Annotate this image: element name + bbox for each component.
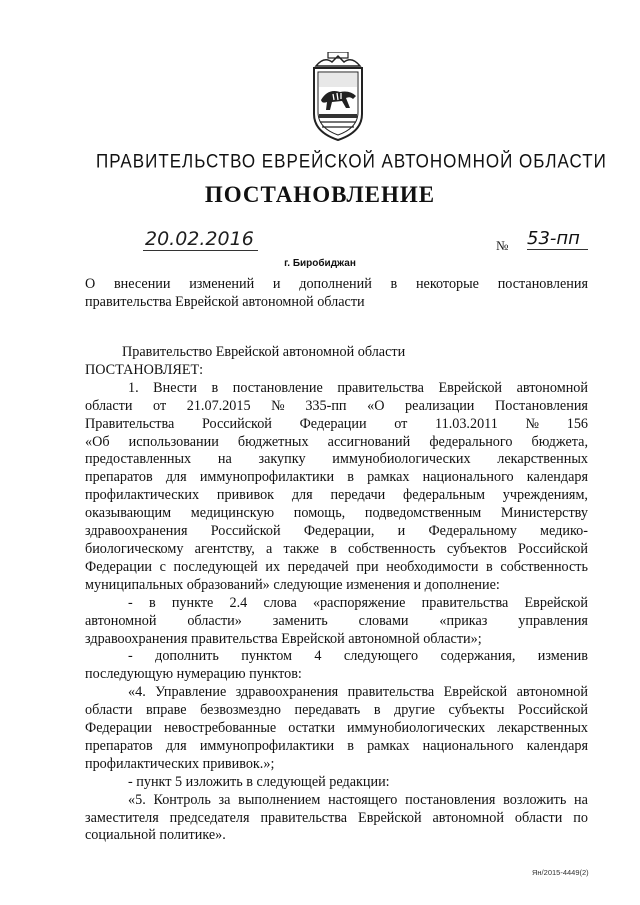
body-line: профилактических прививок.»;	[85, 755, 275, 772]
body-line: - пункт 5 изложить в следующей редакции:	[128, 773, 390, 790]
body-line: социальной политике».	[85, 827, 226, 844]
body-line: предоставленных на закупку иммунобиологических лекарственных	[85, 451, 588, 468]
body-line: биологическому агентству, а также в собственность субъектов Российской	[85, 540, 588, 557]
body-line: оказывающим медицинскую помощь, подведомственным Министерству	[85, 505, 588, 522]
body-line: области вправе безвозмездно передавать в другие субъекты Российской	[85, 702, 588, 719]
coat-of-arms-icon	[306, 52, 370, 142]
document-type: ПОСТАНОВЛЕНИЕ	[204, 182, 436, 207]
body-line: препаратов для иммунопрофилактики в рамках национального календаря	[85, 737, 588, 754]
body-line: «5. Контроль за выполнением настоящего постановления возложить на	[128, 791, 588, 808]
city-name: г. Биробиджан	[284, 258, 356, 269]
body-line: области от 21.07.2015 № 335-пп «О реализации Постановления	[85, 397, 588, 414]
body-line: Правительства Российской Федерации от 11.03.2011 № 156	[85, 415, 588, 432]
body-line: Правительство Еврейской автономной области	[122, 344, 406, 360]
body-line: - в пункте 2.4 слова «распоряжение правительства Еврейской	[128, 594, 588, 611]
body-line: «Об использовании бюджетных ассигнований федерального бюджета,	[85, 433, 588, 450]
subject-line: правительства Еврейской автономной области	[85, 294, 365, 310]
body-line: здравоохранения правительства Еврейской автономной области»;	[85, 630, 482, 647]
footer-code: Ян/2015-4449(2)	[532, 868, 589, 877]
body-line: муниципальных образований» следующие изменения и дополнение:	[85, 576, 500, 593]
subject-line: О внесении изменений и дополнений в некоторые постановления	[85, 276, 588, 292]
body-line: 1. Внести в постановление правительства Еврейской автономной	[128, 379, 588, 396]
body-line: профилактических прививок для передачи федеральным учреждениям,	[85, 487, 588, 504]
body-line: здравоохранения Российской Федерации, и Федеральному медико-	[85, 523, 588, 540]
document-subject	[85, 275, 588, 311]
body-line: последующую нумерацию пунктов:	[85, 666, 302, 683]
document-body	[85, 344, 588, 845]
document-date: 20.02.2016	[143, 228, 258, 251]
body-line: Федерации с последующей их передачей при необходимости в собственность	[85, 558, 588, 575]
number-label: №	[496, 238, 509, 253]
body-line: Федерации невостребованные остатки иммунобиологических лекарственных	[85, 720, 588, 737]
body-line: автономной области» заменить словами «приказ управления	[85, 612, 588, 629]
body-line: препаратов для иммунопрофилактики в рамках национального календаря	[85, 469, 588, 486]
document-number: 53-пп	[527, 228, 588, 250]
government-title: ПРАВИТЕЛЬСТВО ЕВРЕЙСКОЙ АВТОНОМНОЙ ОБЛАСТИ	[96, 150, 607, 172]
body-line: заместителя председателя правительства Еврейской автономной области по	[85, 809, 588, 826]
body-line: ПОСТАНОВЛЯЕТ:	[85, 361, 204, 378]
body-line: «4. Управление здравоохранения правительства Еврейской автономной	[128, 684, 588, 701]
body-line: - дополнить пунктом 4 следующего содержания, изменив	[128, 648, 588, 665]
